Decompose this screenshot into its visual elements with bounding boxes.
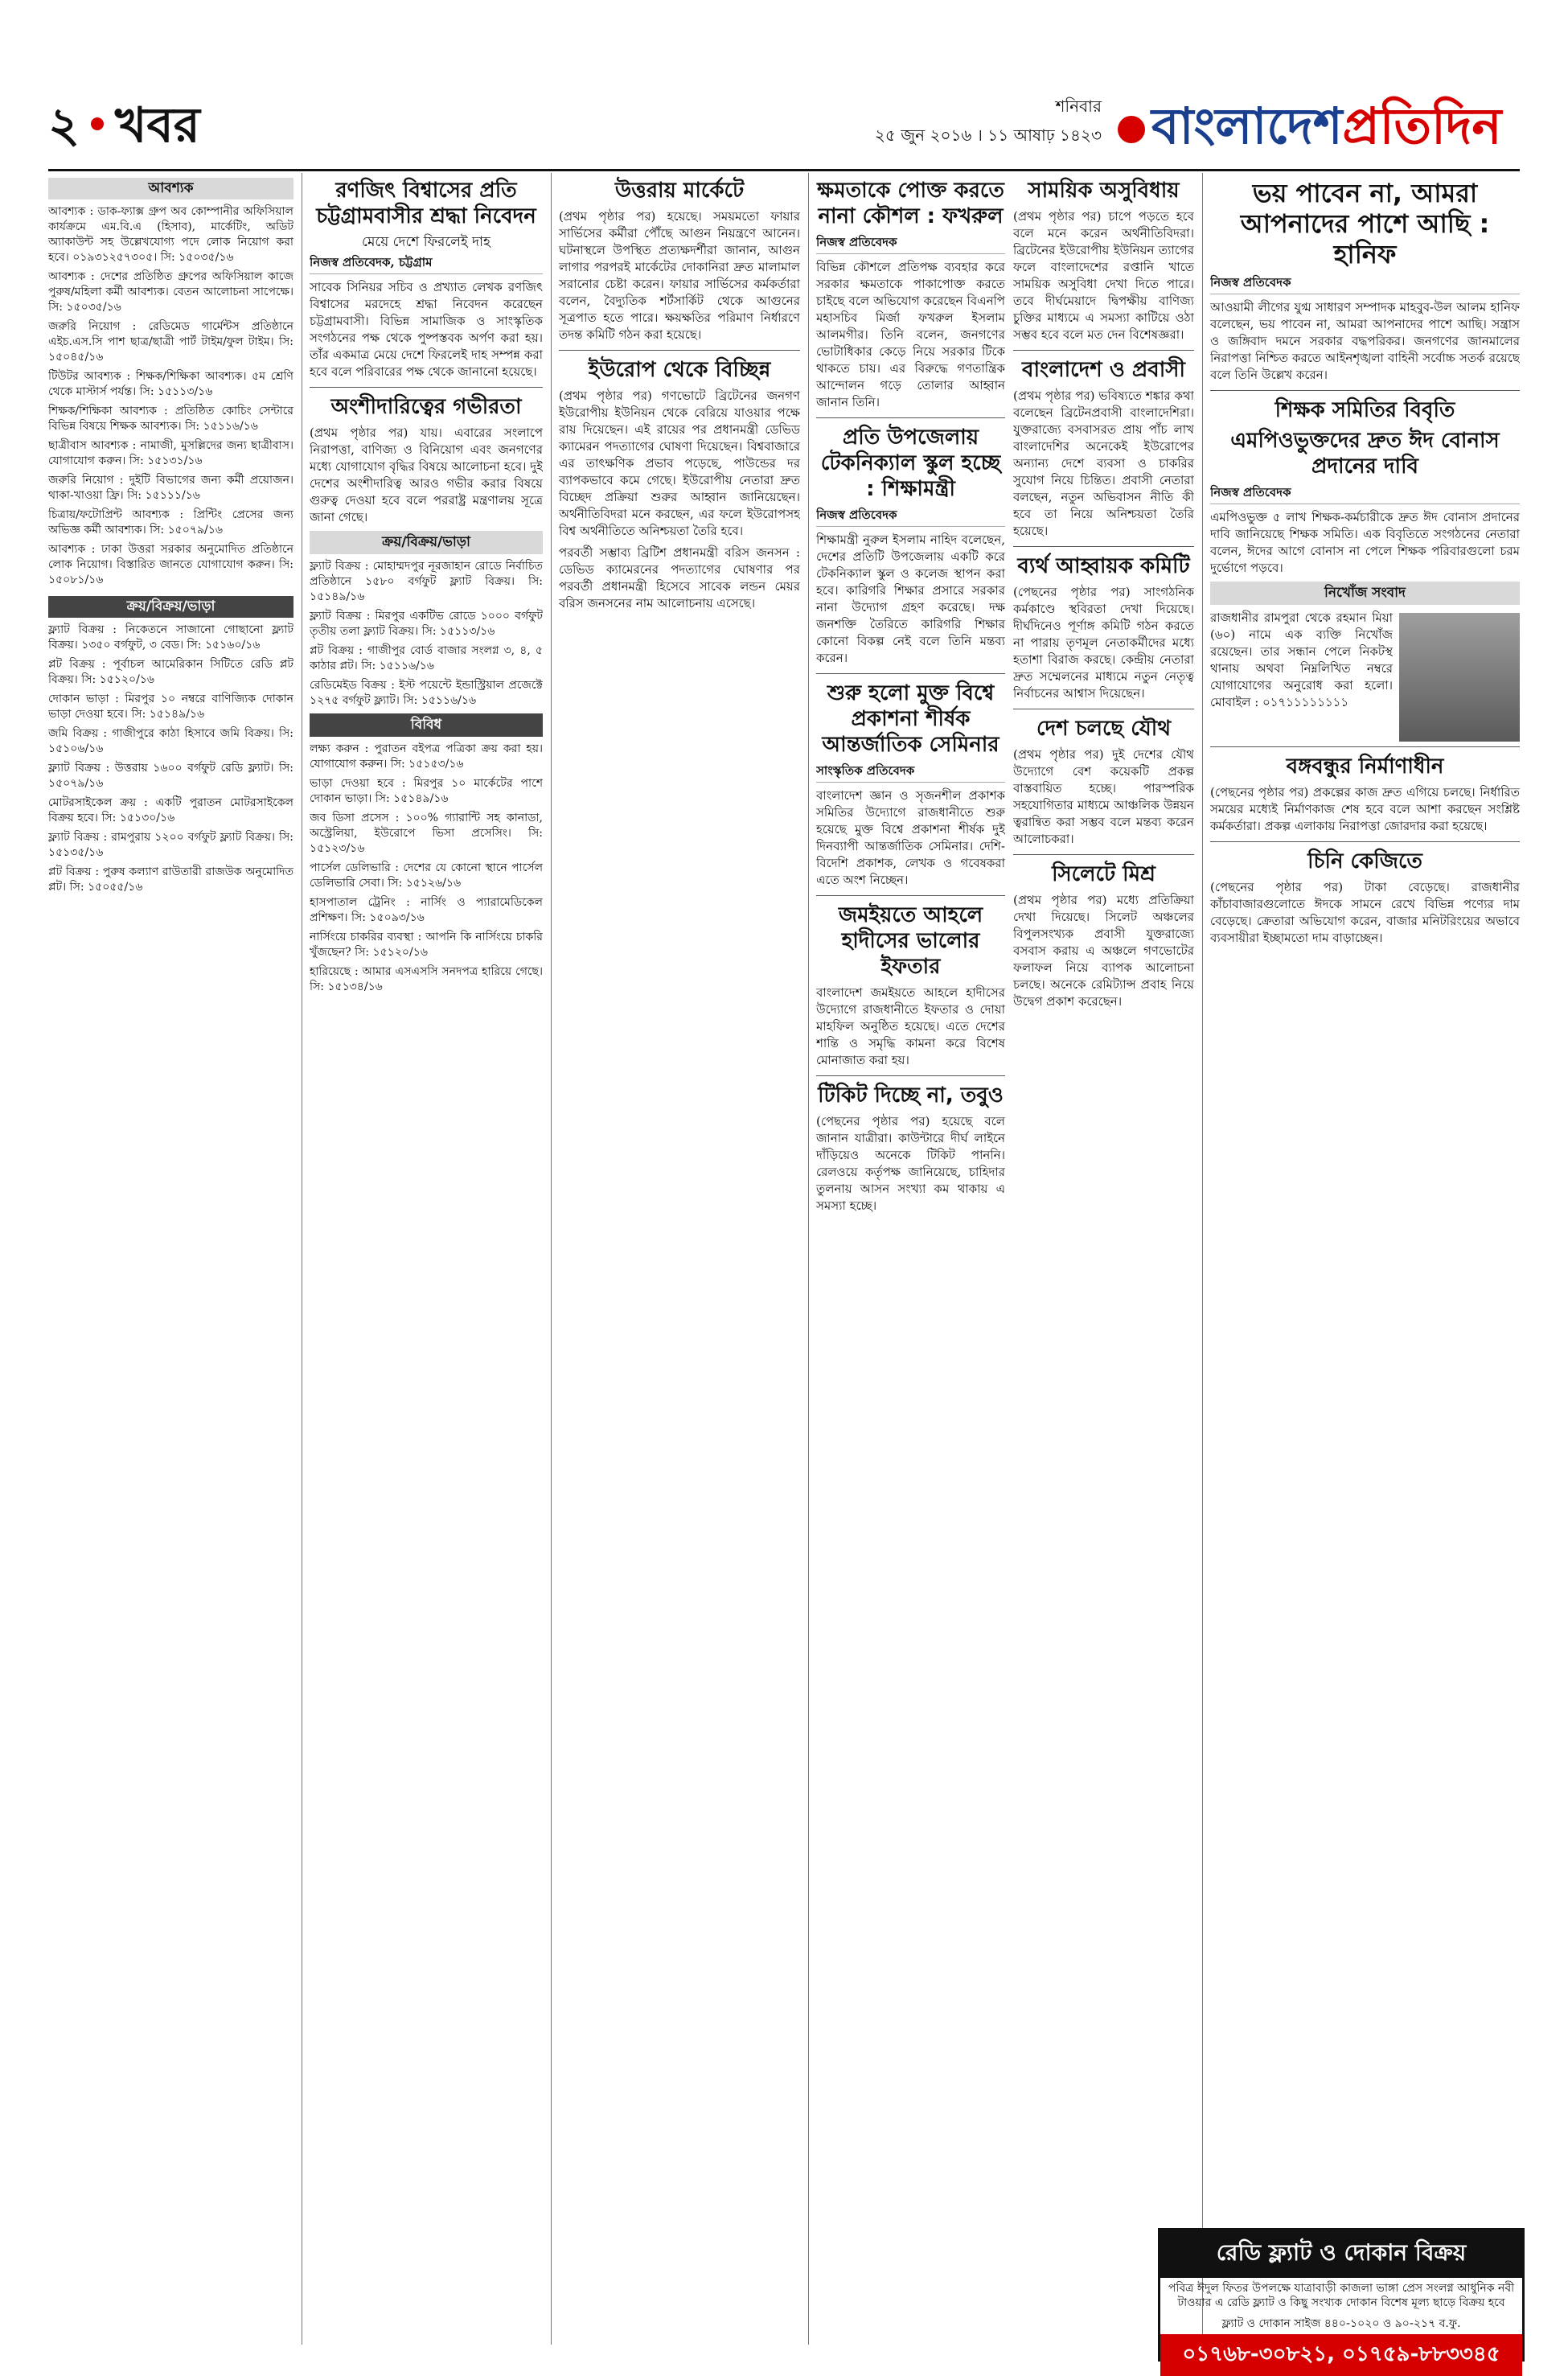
real-estate-advertisement xyxy=(1158,2228,1525,2366)
divider xyxy=(816,1075,1005,1076)
headline: সিলেটে মিশ্র xyxy=(1052,862,1155,886)
headline: ইউরোপ থেকে বিচ্ছিন্ন xyxy=(588,358,771,382)
news-column-3 xyxy=(559,173,800,2353)
page-section-label xyxy=(48,88,200,169)
classified-item: ফ্ল্যাট বিক্রয় : মোহাম্মদপুর নূরজাহান রোডে নির্বাচিত প্রতিষ্ঠানে ১৫৮০ বর্গফুট ফ্ল্যাট বিক্রয়। সি: ১৫১৪৯/১৬ xyxy=(310,560,543,603)
divider xyxy=(1210,746,1520,747)
classified-list xyxy=(310,742,543,995)
news-column-5 xyxy=(1013,173,1194,2216)
article-body: (প্রথম পৃষ্ঠার পর) হয়েছে। সময়মতো ফায়ার সার্ভিসের কর্মীরা পৌঁছে আগুন নিয়ন্ত্রণে আনেন। ঘটনাস্থলে উপস্থিত প্রত্যক্ষদর্শীরা জানান, আগুন লাগার পরপরই মার্কেটের দোকানিরা দ্রুত মালামাল সরানোর চেষ্টা করেন। ফায়ার সার্ভিসের কর্মকর্তারা বলেন, বৈদ্যুতিক শর্টসার্কিট থেকে আগুনের সূত্রপাত হতে পারে। ক্ষয়ক্ষতির পরিমাণ নির্ধারণে তদন্ত কমিটি গঠন করা হয়েছে। xyxy=(559,209,800,342)
divider xyxy=(816,673,1005,674)
subheadline: মেয়ে দেশে ফিরলেই দাহ xyxy=(362,234,491,250)
article-body: বাংলাদেশ জ্ঞান ও সৃজনশীল প্রকাশক সমিতির উদ্যোগে রাজধানীতে শুরু হয়েছে মুক্ত বিশ্বে প্রকাশনা শীর্ষক দুই দিনব্যাপী আন্তর্জাতিক সেমিনার। দেশি-বিদেশি প্রকাশক, লেখক ও গবেষকরা এতে অংশ নিচ্ছেন। xyxy=(816,788,1005,887)
headline: ভয় পাবেন না, আমরা আপনাদের পাশে আছি : হানিফ xyxy=(1240,178,1490,269)
article-body: (পেছনের পৃষ্ঠার পর) হয়েছে বলে জানান যাত্রীরা। কাউন্টারে দীর্ঘ লাইনে দাঁড়িয়েও অনেকে টিকিট পাননি। রেলওয়ে কর্তৃপক্ষ জানিয়েছে, চাহিদার তুলনায় আসন সংখ্যা কম থাকায় এ সমস্যা হচ্ছে। xyxy=(816,1114,1005,1213)
article-body: রাজধানীর রামপুরা থেকে রহমান মিয়া (৬০) নামে এক ব্যক্তি নিখোঁজ রয়েছেন। তার সন্ধান পেলে নিকটস্থ থানায় অথবা নিম্নলিখিত নম্বরে যোগাযোগের অনুরোধ করা হলো। মোবাইল : ০১৭১১১১১১১১ xyxy=(1210,610,1393,709)
column-divider xyxy=(551,173,552,2345)
ad-phone: ০১৭৬৮-৩০৮২১, ০১৭৫৯-৮৮৩৩৪৫ xyxy=(1160,2334,1522,2376)
byline: নিজস্ব প্রতিবেদক, চট্টগ্রাম xyxy=(310,254,543,274)
classified-item: ফ্ল্যাট বিক্রয় : রামপুরায় ১২০০ বর্গফুট ফ্ল্যাট বিক্রয়। সি: ১৫১৩৫/১৬ xyxy=(48,831,293,859)
headline: দেশ চলছে যৌথ xyxy=(1036,717,1172,741)
divider xyxy=(1210,390,1520,391)
headline: এমপিওভুক্তদের দ্রুত ঈদ বোনাস প্রদানের দাবি xyxy=(1230,429,1500,479)
headline: শুরু হলো মুক্ত বিশ্বে প্রকাশনা শীর্ষক আন্তর্জাতিক সেমিনার xyxy=(822,681,999,757)
news-column-6 xyxy=(1210,173,1520,2216)
classified-item: মোটরসাইকেল ক্রয় : একটি পুরাতন মোটরসাইকেল বিক্রয় হবে। সি: ১৫১৩০/১৬ xyxy=(48,796,293,824)
article-body: (পেছনের পৃষ্ঠার পর) প্রকল্পের কাজ দ্রুত এগিয়ে চলছে। নির্ধারিত সময়ের মধ্যেই নির্মাণকাজ শেষ হবে বলে আশা করছেন সংশ্লিষ্ট কর্মকর্তারা। প্রকল্প এলাকায় নিরাপত্তা জোরদার করা হয়েছে। xyxy=(1210,785,1520,833)
issue-date: ২৫ জুন ২০১৬ । ১১ আষাঢ় ১৪২৩ xyxy=(874,125,1102,145)
headline: উত্তরায় মার্কেটে xyxy=(614,179,745,203)
ad-sizes: ফ্ল্যাট ও দোকান সাইজ ৪৪০-১০২০ ও ৯০-২১৭ ব.ফু. xyxy=(1221,2317,1461,2330)
article-body: আওয়ামী লীগের যুগ্ম সাধারণ সম্পাদক মাহবুব-উল আলম হানিফ বলেছেন, ভয় পাবেন না, আমরা আপনাদের পাশে আছি। সন্ত্রাস ও জঙ্গিবাদ দমনে সরকার বদ্ধপরিকর। জনগণের জানমালের নিরাপত্তা নিশ্চিত করতে আইনশৃঙ্খলা বাহিনী সর্বোচ্চ সতর্ক রয়েছে বলে তিনি উল্লেখ করেন। xyxy=(1210,300,1520,382)
red-dot-icon xyxy=(91,117,104,130)
classified-item: পার্সেল ডেলিভারি : দেশের যে কোনো স্থানে পার্সেল ডেলিভারি সেবা। সি: ১৫১২৬/১৬ xyxy=(310,861,543,890)
section-heading: বিবিধ xyxy=(310,713,543,737)
article-body: শিক্ষামন্ত্রী নুরুল ইসলাম নাহিদ বলেছেন, দেশের প্রতিটি উপজেলায় একটি করে টেকনিক্যাল স্কুল ও কলেজ স্থাপন করা হবে। কারিগরি শিক্ষার প্রসারে সরকার নানা উদ্যোগ গ্রহণ করেছে। দক্ষ জনশক্তি তৈরিতে কারিগরি শিক্ষার কোনো বিকল্প নেই বলে তিনি মন্তব্য করেন। xyxy=(816,532,1005,665)
divider xyxy=(310,387,543,388)
section-name: খবর xyxy=(115,97,200,154)
classified-item: ফ্ল্যাট বিক্রয় : নিকেতনে সাজানো গোছানো ফ্ল্যাট বিক্রয়। ১৩৫০ বর্গফুট, ৩ বেড। সি: ১৫১৬০/১৬ xyxy=(48,623,293,652)
news-column-2 xyxy=(310,173,543,2353)
headline: বাংলাদেশ ও প্রবাসী xyxy=(1022,358,1185,382)
ad-description: পবিত্র ঈদুল ফিতর উপলক্ষে যাত্রাবাড়ী কাজলা ভাঙ্গা প্রেস সংলগ্ন আধুনিক নবী টাওয়ার এ রেডি ফ্ল্যাট ও কিছু সংখ্যক দোকান বিশেষ মূল্য ছাড়ে বিক্রয় হবে xyxy=(1168,2282,1515,2309)
classified-item: জমি বিক্রয় : গাজীপুরে কাঠা হিসাবে জমি বিক্রয়। সি: ১৫১০৬/১৬ xyxy=(48,727,293,755)
page-number: ২ xyxy=(48,97,80,154)
classified-item: শিক্ষক/শিক্ষিকা আবশ্যক : প্রতিষ্ঠিত কোচিং সেন্টারে বিভিন্ন বিষয়ে শিক্ষক আবশ্যক। সি: ১৫১১৬/১৬ xyxy=(48,405,293,433)
article-body: (প্রথম পৃষ্ঠার পর) মধ্যে প্রতিক্রিয়া দেখা দিয়েছে। সিলেট অঞ্চলের বিপুলসংখ্যক প্রবাসী যুক্তরাজ্যে বসবাস করায় এ অঞ্চলে গণভোটের ফলাফল নিয়ে ব্যাপক আলোচনা চলছে। অনেকে রেমিট্যান্স প্রবাহ নিয়ে উদ্বেগ প্রকাশ করেছেন। xyxy=(1013,893,1194,1009)
classified-list xyxy=(48,623,293,895)
byline: সাংস্কৃতিক প্রতিবেদক xyxy=(816,763,1005,783)
classified-item: আবশ্যক : দেশের প্রতিষ্ঠিত গ্রুপের অফিসিয়াল কাজে পুরুষ/মহিলা কর্মী আবশ্যক। বেতন আলোচনা সাপেক্ষে। সি: ১৫০৩৫/১৬ xyxy=(48,270,293,314)
column-divider xyxy=(1202,173,1203,2345)
classifieds-column xyxy=(48,173,293,2353)
classified-item: নার্সিংয়ে চাকরির ব্যবস্থা : আপনি কি নার্সিংয়ে চাকরি খুঁজছেন? সি: ১৫১২০/১৬ xyxy=(310,931,543,959)
divider xyxy=(1210,841,1520,842)
newspaper-logo: বাংলাদেশপ্রতিদিন xyxy=(1118,88,1520,161)
divider xyxy=(816,417,1005,418)
headline: অংশীদারিত্বের গভীরতা xyxy=(330,395,522,419)
ad-title: রেডি ফ্ল্যাট ও দোকান বিক্রয় xyxy=(1160,2230,1522,2278)
classified-item: প্লট বিক্রয় : পুরুষ কল্যাণ রাউতারী রাজউক অনুমোদিত প্লট। সি: ১৫০৫৫/১৬ xyxy=(48,865,293,894)
article-body: (প্রথম পৃষ্ঠার পর) গণভোটে ব্রিটেনের জনগণ ইউরোপীয় ইউনিয়ন থেকে বেরিয়ে যাওয়ার পক্ষে রায় দিয়েছেন। এই রায়ের পর প্রধানমন্ত্রী ডেভিড ক্যামেরন পদত্যাগের ঘোষণা দিয়েছেন। বিশ্ববাজারে এর তাৎক্ষণিক প্রভাব পড়েছে, পাউন্ডের দর ব্যাপকভাবে কমে গেছে। ইউরোপীয় নেতারা দ্রুত বিচ্ছেদ প্রক্রিয়া শুরুর আহ্বান জানিয়েছেন। অর্থনীতিবিদরা মনে করছেন, এর ফলে ইউরোপসহ বিশ্ব অর্থনীতিতে অনিশ্চয়তা তৈরি হবে। xyxy=(559,388,800,538)
divider xyxy=(1013,854,1194,855)
headline: ক্ষমতাকে পোক্ত করতে নানা কৌশল : ফখরুল xyxy=(817,179,1004,228)
divider xyxy=(559,350,800,351)
classified-item: আবশ্যক : ডাক-ফ্যাক্স গ্রুপ অব কোম্পানীর অফিসিয়াল কার্যক্রমে এম.বি.এ (হিসাব), মার্কেটিং, অডিট অ্যাকাউন্ট সহ উল্লেখযোগ্য পদে লোক নিয়োগ করা হবে। ০১৯৩১২৫৭৩০৫। সি: ১৫০৩৫/১৬ xyxy=(48,205,293,264)
classified-item: ফ্ল্যাট বিক্রয় : মিরপুর একটিভ রোডে ১০০০ বর্গফুট তৃতীয় তলা ফ্ল্যাট বিক্রয়। সি: ১৫১১৩/১৬ xyxy=(310,610,543,638)
classified-item: ফ্ল্যাট বিক্রয় : উত্তরায় ১৬০০ বর্গফুট রেডি ফ্ল্যাট। সি: ১৫০৭৯/১৬ xyxy=(48,762,293,790)
news-column-4 xyxy=(816,173,1005,2353)
section-heading: নিখোঁজ সংবাদ xyxy=(1210,582,1520,605)
divider xyxy=(1013,546,1194,547)
classified-item: জব ডিসা প্রসেস : ১০০% গ্যারান্টি সহ কানাডা, অস্ট্রেলিয়া, ইউরোপে ভিসা প্রসেসিং। সি: ১৫১২৩/১৬ xyxy=(310,812,543,855)
section-heading: আবশ্যক xyxy=(48,178,293,199)
classified-item: দোকান ভাড়া : মিরপুর ১০ নম্বরে বাণিজ্যিক দোকান ভাড়া দেওয়া হবে। সি: ১৫১৪৯/১৬ xyxy=(48,693,293,721)
article-body: (প্রথম পৃষ্ঠার পর) যায়। এবারের সংলাপে নিরাপত্তা, বাণিজ্য ও বিনিয়োগ এবং জনগণের মধ্যে যোগাযোগ বৃদ্ধির বিষয়ে আলোচনা হবে। দুই দেশের অংশীদারিত্ব আরও গভীর করার বিষয়ে গুরুত্ব দেওয়া হবে বলে পররাষ্ট্র মন্ত্রণালয় সূত্রে জানা গেছে। xyxy=(310,425,543,524)
headline: প্রতি উপজেলায় টেকনিক্যাল স্কুল হচ্ছে : শিক্ষামন্ত্রী xyxy=(820,425,1001,501)
article-body: এমপিওভুক্ত ৫ লাখ শিক্ষক-কর্মচারীকে দ্রুত ঈদ বোনাস প্রদানের দাবি জানিয়েছে শিক্ষক সমিতি। এক বিবৃতিতে সংগঠনের নেতারা বলেন, ঈদের আগে বোনাস না পেলে শিক্ষক পরিবারগুলো চরম দুর্ভোগে পড়বে। xyxy=(1210,510,1520,575)
masthead xyxy=(48,88,1520,171)
byline: নিজস্ব প্রতিবেদক xyxy=(816,507,1005,527)
byline: নিজস্ব প্রতিবেদক xyxy=(1210,274,1520,294)
classified-item: হাসপাতাল ট্রেনিং : নার্সিং ও প্যারামেডিকেল প্রশিক্ষণ। সি: ১৫০৯৩/১৬ xyxy=(310,896,543,924)
byline: নিজস্ব প্রতিবেদক xyxy=(816,234,1005,254)
divider xyxy=(1013,350,1194,351)
classified-item: জরুরি নিয়োগ : রেডিমেড গার্মেন্টস প্রতিষ্ঠানে এইচ.এস.সি পাশ ছাত্র/ছাত্রী পার্ট টাইম/ফুল টাইম। সি: ১৫০৪৫/১৬ xyxy=(48,320,293,364)
section-heading: ক্রয়/বিক্রয়/ভাড়া xyxy=(48,596,293,618)
column-divider xyxy=(808,173,809,2345)
headline: চিনি কেজিতে xyxy=(1307,849,1422,874)
classified-list xyxy=(310,559,543,709)
classified-item: ছাত্রীবাস আবশ্যক : নামাজী, মুসল্লিদের জন্য ছাত্রীবাস। যোগাযোগ করুন। সি: ১৫১৩১/১৬ xyxy=(48,439,293,467)
classified-item: প্লট বিক্রয় : গাজীপুর বোর্ড বাজার সংলগ্ন ৩, ৪, ৫ কাঠার প্লট। সি: ১৫১১৬/১৬ xyxy=(310,644,543,672)
headline: বঙ্গবন্ধুর নির্মাণাধীন xyxy=(1286,754,1444,779)
article-body: (প্রথম পৃষ্ঠার পর) চাপে পড়তে হবে বলে মনে করেন অর্থনীতিবিদরা। ব্রিটেনের ইউরোপীয় ইউনিয়ন ত্যাগের ফলে বাংলাদেশের রপ্তানি খাতে সাময়িক অসুবিধা দেখা দিতে পারে। তবে দীর্ঘমেয়াদে দ্বিপক্ষীয় বাণিজ্য চুক্তির মাধ্যমে এ সমস্যা কাটিয়ে ওঠা সম্ভব হবে বলে মত দেন বিশেষজ্ঞরা। xyxy=(1013,209,1194,342)
classified-item: টিউটর আবশ্যক : শিক্ষক/শিক্ষিকা আবশ্যক। ৫ম শ্রেণি থেকে মাস্টার্স পর্যন্ত। সি: ১৫১১৩/১৬ xyxy=(48,370,293,398)
logo-ball-icon xyxy=(1118,116,1145,143)
headline: জমইয়তে আহলে হাদীসের ভালোর ইফতার xyxy=(838,903,983,979)
article-body: (প্রথম পৃষ্ঠার পর) দুই দেশের যৌথ উদ্যোগে বেশ কয়েকটি প্রকল্প বাস্তবায়িত হচ্ছে। পারস্পরিক সহযোগিতার মাধ্যমে আঞ্চলিক উন্নয়ন ত্বরান্বিত করা সম্ভব বলে মন্তব্য করেন আলোচকরা। xyxy=(1013,747,1194,846)
article-body: (পেছনের পৃষ্ঠার পর) সাংগঠনিক কর্মকাণ্ডে স্থবিরতা দেখা দিয়েছে। দীর্ঘদিনেও পূর্ণাঙ্গ কমিটি গঠন করতে না পারায় তৃণমূল নেতাকর্মীদের মধ্যে হতাশা বিরাজ করছে। কেন্দ্রীয় নেতারা দ্রুত সম্মেলনের মাধ্যমে নতুন নেতৃত্ব নির্বাচনের আশ্বাস দিয়েছেন। xyxy=(1013,585,1194,701)
section-heading: ক্রয়/বিক্রয়/ভাড়া xyxy=(310,531,543,554)
article-body: পরবর্তী সম্ভাব্য ব্রিটিশ প্রধানমন্ত্রী বরিস জনসন : ডেভিড ক্যামেরনের পদত্যাগের ঘোষণার পর পরবর্তী প্রধানমন্ত্রী হিসেবে সাবেক লন্ডন মেয়র বরিস জনসনের নাম আলোচনায় এসেছে। xyxy=(559,545,800,610)
headline: সাময়িক অসুবিধায় xyxy=(1028,179,1180,203)
article-body: সাবেক সিনিয়র সচিব ও প্রখ্যাত লেখক রণজিৎ বিশ্বাসের মরদেহে শ্রদ্ধা নিবেদন করেছেন চট্টগ্রামবাসী। বিভিন্ন সামাজিক ও সাংস্কৃতিক সংগঠনের পক্ষ থেকে পুষ্পস্তবক অর্পণ করা হয়। তাঁর একমাত্র মেয়ে দেশে ফিরলেই দাহ সম্পন্ন করা হবে বলে পরিবারের পক্ষ থেকে জানানো হয়েছে। xyxy=(310,280,543,379)
classified-item: ভাড়া দেওয়া হবে : মিরপুর ১০ মার্কেটের পাশে দোকান ভাড়া। সি: ১৫১৪৯/১৬ xyxy=(310,777,543,805)
article-body: (পেছনের পৃষ্ঠার পর) টাকা বেড়েছে। রাজধানীর কাঁচাবাজারগুলোতে ঈদকে সামনে রেখে বিভিন্ন পণ্যের দাম বেড়েছে। ক্রেতারা অভিযোগ করেন, বাজার মনিটরিংয়ের অভাবে ব্যবসায়ীরা ইচ্ছামতো দাম বাড়াচ্ছেন। xyxy=(1210,880,1520,945)
article-body: বাংলাদেশ জমইয়তে আহলে হাদীসের উদ্যোগে রাজধানীতে ইফতার ও দোয়া মাহফিল অনুষ্ঠিত হয়েছে। এতে দেশের শান্তি ও সমৃদ্ধি কামনা করে বিশেষ মোনাজাত করা হয়। xyxy=(816,985,1005,1067)
headline: রণজিৎ বিশ্বাসের প্রতি চট্টগ্রামবাসীর শ্রদ্ধা নিবেদন xyxy=(316,179,536,228)
article-body: (প্রথম পৃষ্ঠার পর) ভবিষ্যতে শঙ্কার কথা বলেছেন ব্রিটেনপ্রবাসী বাংলাদেশিরা। যুক্তরাজ্যে বসবাসরত প্রায় পাঁচ লাখ বাংলাদেশির অনেকেই ইউরোপের অন্যান্য দেশে ব্যবসা ও চাকরির সুযোগ নিয়ে চিন্তিত। প্রবাসী নেতারা বলছেন, নতুন অভিবাসন নীতি কী হবে তা নিয়ে অনিশ্চয়তা তৈরি হয়েছে। xyxy=(1013,388,1194,538)
classified-item: প্লট বিক্রয় : পূর্বাচল আমেরিকান সিটিতে রেডি প্লট বিক্রয়। সি: ১৫১২০/১৬ xyxy=(48,658,293,686)
classified-item: হারিয়েছে : আমার এসএসসি সনদপত্র হারিয়ে গেছে। সি: ১৫১৩৪/১৬ xyxy=(310,965,543,993)
article-body: বিভিন্ন কৌশলে প্রতিপক্ষ ব্যবহার করে সরকার ক্ষমতাকে পাকাপোক্ত করতে চাইছে বলে অভিযোগ করেছেন বিএনপি মহাসচিব মির্জা ফখরুল ইসলাম আলমগীর। তিনি বলেন, জনগণের ভোটাধিকার কেড়ে নিয়ে সরকার টিকে থাকতে চায়। এর বিরুদ্ধে গণতান্ত্রিক আন্দোলন গড়ে তোলার আহ্বান জানান তিনি। xyxy=(816,260,1005,409)
classified-item: রেডিমেইড বিক্রয় : ইস্ট পয়েন্টে ইন্ডাস্ট্রিয়াল প্রজেক্টে ১২৭৫ বর্গফুট ফ্ল্যাট। সি: ১৫১১৬/১৬ xyxy=(310,679,543,707)
byline: নিজস্ব প্রতিবেদক xyxy=(1210,484,1520,504)
classified-item: চিত্রায়/ফটোপ্রিন্ট আবশ্যক : প্রিন্টিং প্রেসের জন্য অভিজ্ঞ কর্মী আবশ্যক। সি: ১৫০৭৯/১৬ xyxy=(48,508,293,536)
classified-item: জরুরি নিয়োগ : দুইটি বিভাগের জন্য কর্মী প্রয়োজন। থাকা-খাওয়া ফ্রি। সি: ১৫১১১/১৬ xyxy=(48,474,293,502)
classified-item: আবশ্যক : ঢাকা উত্তরা সরকার অনুমোদিত প্রতিষ্ঠানে লোক নিয়োগ। বিস্তারিত জানতে যোগাযোগ করুন। সি: ১৫০৮১/১৬ xyxy=(48,543,293,586)
headline: ব্যর্থ আহ্বায়ক কমিটি xyxy=(1017,554,1190,578)
headline: শিক্ষক সমিতির বিবৃতি xyxy=(1275,398,1455,422)
headline: টিকিট দিচ্ছে না, তবুও xyxy=(818,1083,1004,1108)
classified-item: লক্ষ্য করুন : পুরাতন বইপত্র পত্রিকা ক্রয় করা হয়। যোগাযোগ করুন। সি: ১৫১৫৩/১৬ xyxy=(310,742,543,771)
missing-person-photo xyxy=(1399,613,1520,742)
weekday: শনিবার xyxy=(1055,97,1102,116)
classified-list xyxy=(48,204,293,588)
divider xyxy=(816,895,1005,896)
